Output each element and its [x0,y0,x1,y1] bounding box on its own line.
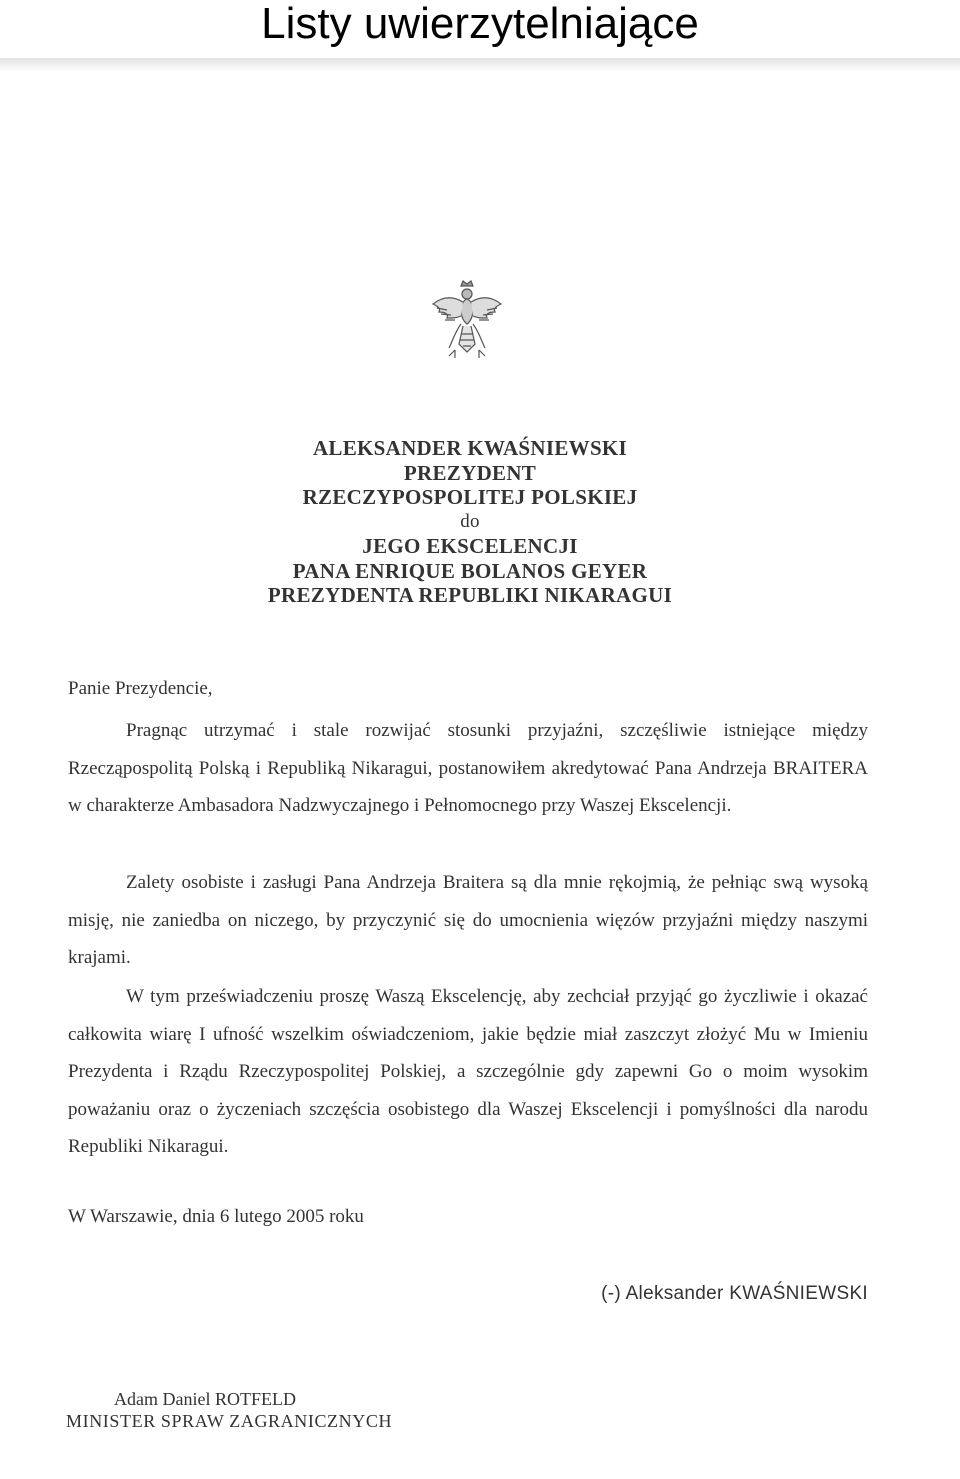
place-and-date: W Warszawie, dnia 6 lutego 2005 roku [68,1206,364,1227]
heading-line-title: PREZYDENT [403,460,537,485]
heading-line-to: do [460,510,480,532]
countersignature [66,1388,392,1432]
heading-line-recipient-title: PREZYDENTA REPUBLIKI NIKARAGUI [267,583,673,607]
letter-heading [160,436,780,608]
polish-eagle-emblem-icon [425,278,509,362]
heading-line-country: RZECZYPOSPOLITEJ POLSKIEJ [302,485,638,509]
scan-edge-shadow [0,58,960,72]
signature: (-) Aleksander KWAŚNIEWSKI [601,1283,868,1304]
heading-line-excellency: JEGO EKSCELENCJI [362,534,578,558]
paragraph-2: Zalety osobiste i zasługi Pana Andrzeja Braitera są dla mnie rękojmią, że pełniąc swą wysoką misję, nie zaniedba on niczego, by przyczynić się do umocnienia więzów przyjaźni między naszymi krajami. [68,872,868,968]
paragraph-3: W tym przeświadczeniu proszę Waszą Ekscelencję, aby zechciał przyjąć go życzliwie i okazać całkowita wiarę I ufność wszelkim oświadczeniom, jakie będzie miał zaszczyt złożyć Mu w Imieniu Prezydenta i Rządu Rzeczypospolitej Polskiej, a szczególnie gdy zapewni Go o moim wysokim poważaniu oraz o życzeniach szczęścia osobistego dla Waszej Ekscelencji i pomyślności dla narodu Republiki Nikaragui. [68,986,868,1157]
heading-line-recipient: PANA ENRIQUE BOLANOS GEYER [292,558,648,583]
countersign-role: MINISTER SPRAW ZAGRANICZNYCH [66,1411,393,1431]
slide-title: Listy uwierzytelniające [261,0,699,48]
countersign-name: Adam Daniel ROTFELD [114,1389,296,1409]
salutation: Panie Prezydencie, [68,678,213,699]
paragraph-1: Pragnąc utrzymać i stale rozwijać stosunki przyjaźni, szczęśliwie istniejące między Rzecząpospolitą Polską i Republiką Nikaragui, postanowiłem akredytować Pana Andrzeja BRAITERA w charakterze Ambasadora Nadzwyczajnego i Pełnomocnego przy Waszej Ekscelencji. [68,720,868,816]
heading-line-sender: ALEKSANDER KWAŚNIEWSKI [312,436,628,460]
